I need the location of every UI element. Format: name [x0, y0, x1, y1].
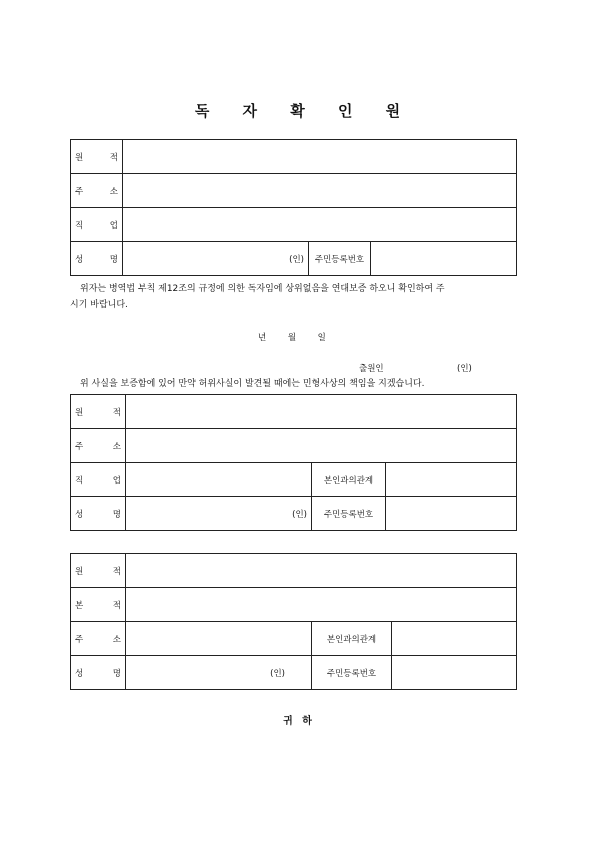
- relation-field[interactable]: [386, 463, 517, 497]
- address-field[interactable]: [126, 622, 312, 656]
- domicile-label: 본 적: [71, 588, 126, 622]
- guarantor-form-1: [70, 394, 517, 531]
- relation-label: 본인과의관계: [312, 463, 386, 497]
- address-label: 주 소: [71, 622, 126, 656]
- relation-field[interactable]: [392, 622, 517, 656]
- date-line: 년 월 일: [258, 333, 326, 343]
- guarantor-form-2: [70, 553, 517, 690]
- seal-mark: (인): [270, 668, 285, 679]
- table-row: [71, 395, 517, 429]
- table-row: [71, 174, 517, 208]
- table-row: [71, 554, 517, 588]
- table-row: [71, 497, 517, 531]
- table-row: [71, 208, 517, 242]
- applicant-label: 출원인: [359, 364, 384, 374]
- guarantee-statement: 위 사실을 보증함에 있어 만약 허위사실이 발견될 때에는 민형사상의 책임을 지겠습니다.: [80, 379, 425, 389]
- origin-field[interactable]: [123, 140, 517, 174]
- address-field[interactable]: [126, 429, 517, 463]
- rrn-label: 주민등록번호: [312, 656, 392, 690]
- name-field[interactable]: [123, 242, 309, 276]
- address-label: 주 소: [71, 429, 126, 463]
- address-field[interactable]: [123, 174, 517, 208]
- occupation-field[interactable]: [126, 463, 312, 497]
- page-title: 독 자 확 인 원: [194, 102, 401, 120]
- relation-label: 본인과의관계: [312, 622, 392, 656]
- table-row: [71, 463, 517, 497]
- applicant-seal: (인): [457, 364, 472, 374]
- rrn-field[interactable]: [392, 656, 517, 690]
- table-row: [71, 140, 517, 174]
- origin-label: 원 적: [71, 554, 126, 588]
- rrn-label: 주민등록번호: [312, 497, 386, 531]
- rrn-label: 주민등록번호: [309, 242, 371, 276]
- seal-mark: (인): [289, 254, 304, 265]
- occupation-field[interactable]: [123, 208, 517, 242]
- origin-label: 원 적: [71, 395, 126, 429]
- name-label: 성 명: [71, 497, 126, 531]
- origin-field[interactable]: [126, 554, 517, 588]
- address-label: 주 소: [71, 174, 123, 208]
- table-row: [71, 429, 517, 463]
- table-row: [71, 656, 517, 690]
- origin-label: 원 적: [71, 140, 123, 174]
- statement-line2: 시기 바랍니다.: [70, 300, 128, 310]
- name-field[interactable]: [126, 656, 312, 690]
- table-row: [71, 588, 517, 622]
- table-row: [71, 622, 517, 656]
- origin-field[interactable]: [126, 395, 517, 429]
- seal-mark: (인): [292, 509, 307, 520]
- name-field[interactable]: [126, 497, 312, 531]
- domicile-field[interactable]: [126, 588, 517, 622]
- rrn-field[interactable]: [371, 242, 517, 276]
- occupation-label: 직 업: [71, 463, 126, 497]
- recipient-line: 귀 하: [283, 716, 312, 727]
- name-label: 성 명: [71, 656, 126, 690]
- table-row: [71, 242, 517, 276]
- rrn-field[interactable]: [386, 497, 517, 531]
- occupation-label: 직 업: [71, 208, 123, 242]
- name-label: 성 명: [71, 242, 123, 276]
- statement-line1: 위자는 병역법 부칙 제12조의 규정에 의한 독자임에 상위없음을 연대보증 하오니 확인하여 주: [80, 284, 445, 294]
- applicant-form: [70, 139, 517, 276]
